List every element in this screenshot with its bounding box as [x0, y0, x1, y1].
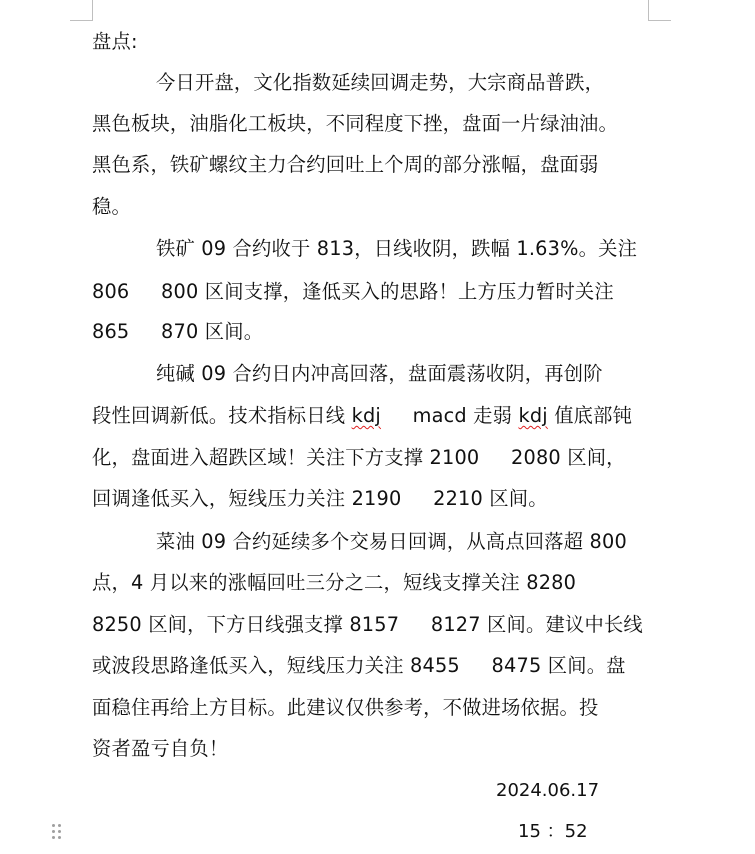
paragraph-3-line-2-part-2: macd 走弱 [380, 404, 519, 427]
paragraph-4-line-1: 菜油 09 合约延续多个交易日回调，从高点回落超 800 [156, 530, 627, 553]
paragraph-3-line-1: 纯碱 09 合约日内冲高回落，盘面震荡收阴，再创阶 [156, 362, 603, 385]
paragraph-4-line-2: 点，4 月以来的涨幅回吐三分之二，短线支撑关注 8280 [92, 571, 577, 594]
paragraph-3-line-2-part-3: 值底部钝 [547, 404, 633, 427]
paragraph-1-line-1: 今日开盘，文化指数延续回调走势，大宗商品普跌， [156, 71, 605, 94]
spellcheck-word-kdj: kdj [351, 404, 381, 427]
margin-corner-mark-left [70, 0, 93, 21]
paragraph-1-line-4: 稳。 [92, 195, 131, 218]
paragraph-4-line-5: 面稳住再给上方目标。此建议仅供参考，不做进场依据。投 [92, 696, 599, 719]
paragraph-1-line-2: 黑色板块，油脂化工板块，不同程度下挫，盘面一片绿油油。 [92, 112, 618, 135]
paragraph-1-line-3: 黑色系，铁矿螺纹主力合约回吐上个周的部分涨幅，盘面弱 [92, 153, 599, 176]
margin-corner-mark-right [648, 0, 671, 21]
paragraph-2-line-2: 806 800 区间支撑，逢低买入的思路！上方压力暂时关注 [92, 280, 614, 303]
document-date: 2024.06.17 [496, 780, 600, 801]
paragraph-3-line-3: 化，盘面进入超跌区域！关注下方支撑 2100 2080 区间， [92, 446, 626, 469]
document-heading: 盘点: [92, 30, 138, 53]
paragraph-3-line-2 [92, 403, 632, 429]
paragraph-2-line-1: 铁矿 09 合约收于 813，日线收阴，跌幅 1.63%。关注 [156, 237, 638, 260]
paragraph-4-line-3: 8250 区间，下方日线强支撑 8157 8127 区间。建议中长线 [92, 613, 643, 636]
spellcheck-word-kdj-2: kdj [518, 404, 548, 427]
paragraph-4-line-4: 或波段思路逢低买入，短线压力关注 8455 8475 区间。盘 [92, 654, 626, 677]
document-time: 15 ：52 [518, 821, 588, 842]
paragraph-2-line-3: 865 870 区间。 [92, 320, 264, 343]
paragraph-3-line-2-part-1: 段性回调新低。技术指标日线 [92, 404, 352, 427]
paragraph-4-line-6: 资者盈亏自负！ [92, 737, 229, 760]
drag-handle-icon[interactable] [52, 824, 62, 840]
paragraph-3-line-4: 回调逢低买入，短线压力关注 2190 2210 区间。 [92, 487, 548, 510]
